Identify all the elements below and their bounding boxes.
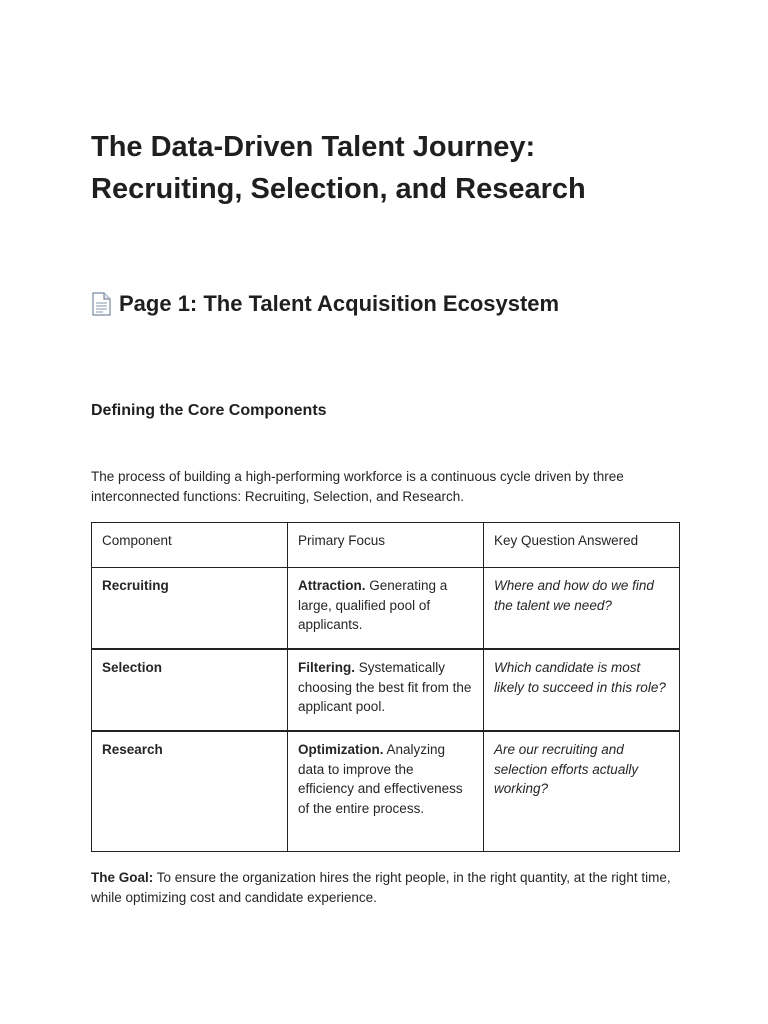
focus-label: Filtering.: [298, 660, 355, 675]
focus-text: Generating a large, qualified pool of applicants.: [298, 578, 448, 632]
goal-text: To ensure the organization hires the right people, in the right quantity, at the right time, while optimizing cost and candidate experience.: [91, 870, 671, 905]
title-line-2: Recruiting, Selection, and Research: [91, 173, 586, 205]
intro-line-2: interconnected functions: Recruiting, Selection, and Research.: [91, 488, 464, 504]
focus-text: Analyzing data to improve the efficiency and effectiveness of the entire process.: [298, 742, 463, 816]
focus-label: Attraction.: [298, 578, 366, 593]
page-heading-text: Page 1: The Talent Acquisition Ecosystem: [119, 291, 560, 316]
intro-line-1: The process of building a high-performing workforce is a continuous cycle driven by three: [91, 469, 624, 484]
component-cell: Research: [92, 731, 288, 852]
component-cell: Selection: [92, 649, 288, 731]
page-heading: [91, 288, 691, 320]
question-cell: Where and how do we find the talent we need?: [484, 568, 680, 650]
intro-paragraph: [91, 467, 681, 506]
table-row: [92, 731, 680, 852]
question-cell: Are our recruiting and selection efforts actually working?: [484, 731, 680, 852]
header-key-question: Key Question Answered: [484, 523, 680, 568]
document-title: [91, 126, 691, 210]
focus-label: Optimization.: [298, 742, 384, 757]
focus-cell: [288, 731, 484, 852]
title-line-1: The Data-Driven Talent Journey:: [91, 131, 536, 163]
document-icon: [91, 292, 111, 316]
components-table: [91, 522, 680, 852]
table-header-row: [92, 523, 680, 568]
focus-cell: [288, 568, 484, 650]
goal-label: The Goal:: [91, 870, 154, 885]
goal-paragraph: [91, 868, 691, 907]
question-cell: Which candidate is most likely to succeed in this role?: [484, 649, 680, 731]
header-component: Component: [92, 523, 288, 568]
table-row: [92, 649, 680, 731]
focus-cell: [288, 649, 484, 731]
header-primary-focus: Primary Focus: [288, 523, 484, 568]
focus-text: Systematically choosing the best fit from the applicant pool.: [298, 660, 472, 714]
component-cell: Recruiting: [92, 568, 288, 650]
section-heading: Defining the Core Components: [91, 402, 327, 419]
table-row: [92, 568, 680, 650]
